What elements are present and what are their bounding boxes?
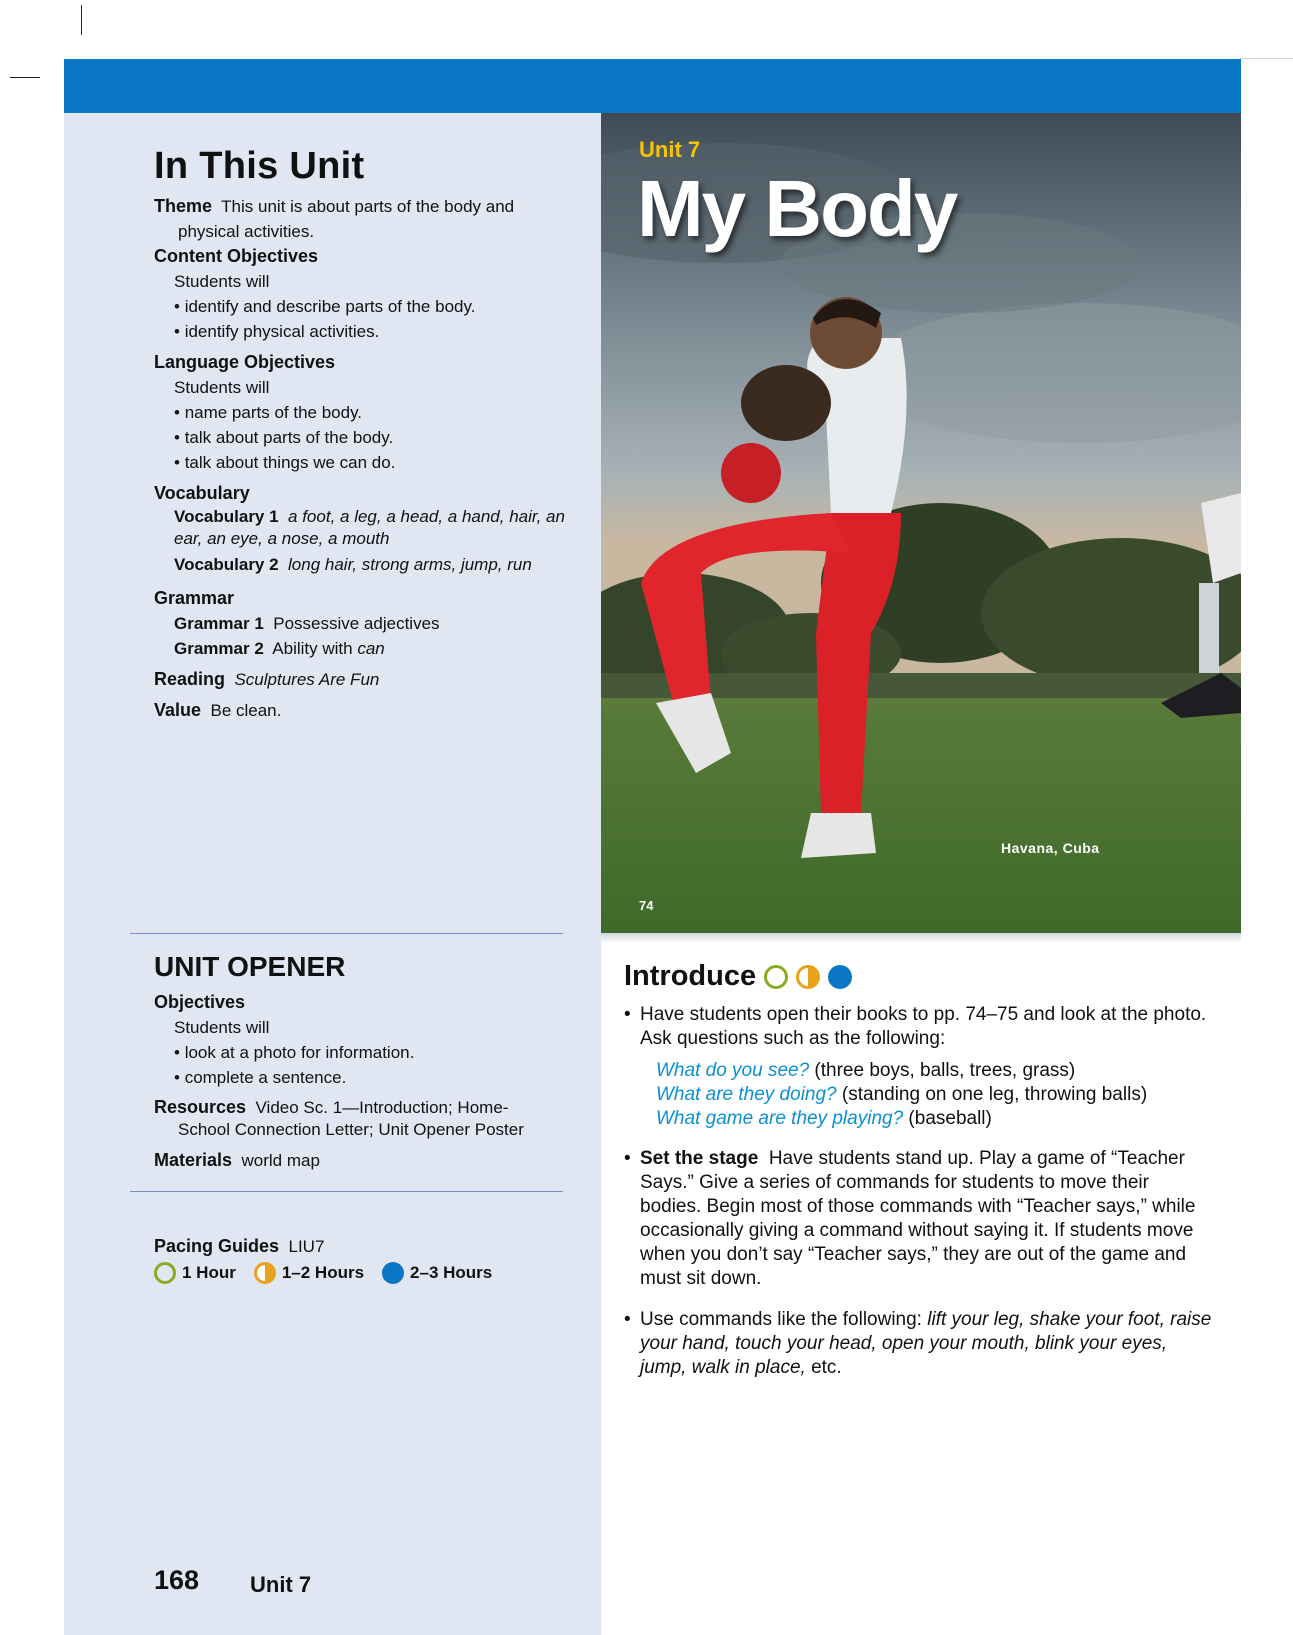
crop-mark-horizontal — [10, 77, 40, 78]
list-item: • complete a sentence. — [174, 1068, 347, 1087]
crop-mark-vertical — [81, 5, 82, 35]
value-text: Be clean. — [210, 701, 282, 720]
grammar1-label: Grammar 1 — [174, 614, 264, 633]
resources-text: Video Sc. 1—Introduction; Home-School Connection Letter; Unit Opener Poster — [178, 1098, 524, 1139]
pace-label: 1–2 Hours — [281, 1263, 365, 1282]
language-objectives-label: Language Objectives — [154, 352, 336, 372]
grammar-block — [154, 586, 574, 661]
language-objectives-intro: Students will — [174, 378, 270, 397]
vocab2-text: long hair, strong arms, jump, run — [288, 555, 532, 574]
header-band — [64, 59, 1241, 113]
list-item: • identify physical activities. — [174, 322, 380, 341]
vocab1-text: a foot, a leg, a head, a hand, hair, an ear, an eye, a nose, a mouth — [174, 507, 565, 548]
grammar-label: Grammar — [154, 588, 235, 608]
introduce-bullet-1: • Have students open their books to pp. 74–75 and look at the photo. Ask questions such as the following: What do you see? (three boys, balls, trees, grass) What are they doing? (standing on one leg, throwing balls) What game are they playing? (baseball) — [624, 1003, 1214, 1131]
question-list — [624, 1059, 1214, 1131]
set-stage-text: Have students stand up. Play a game of “Teacher Says.” Give a series of commands for students to move their bodies. Begin most of those commands with “Teacher says,” while occasionally giving a command without saying it. If students move when you don’t say “Teacher says,” they are out of the game and must sit down. — [640, 1148, 1196, 1289]
photo-page-number: 74 — [639, 898, 654, 913]
photo-caption: Havana, Cuba — [1001, 840, 1100, 856]
grammar2-italic: can — [357, 639, 385, 658]
crop-mark-right — [1240, 58, 1293, 59]
set-stage-label: Set the stage — [640, 1148, 759, 1169]
vocab1-label: Vocabulary 1 — [174, 507, 279, 526]
introduce-title: Introduce — [624, 960, 757, 992]
grammar1-text: Possessive adjectives — [273, 614, 440, 633]
divider — [130, 1191, 563, 1192]
pace-2-3-hours-icon — [382, 1262, 404, 1284]
pace-1-hour-icon — [764, 965, 788, 989]
list-item: What do you see? (three boys, balls, trees, grass) — [656, 1060, 1076, 1081]
theme-label: Theme — [154, 196, 213, 216]
value-label: Value — [154, 700, 202, 720]
list-item: • identify and describe parts of the body. — [174, 297, 476, 316]
reading-block — [154, 667, 574, 692]
vocabulary-block — [154, 481, 574, 577]
unit-title: My Body — [637, 164, 957, 253]
vocabulary-label: Vocabulary — [154, 483, 250, 503]
language-objectives — [154, 350, 574, 475]
reading-label: Reading — [154, 669, 226, 689]
list-item: • name parts of the body. — [174, 403, 363, 422]
pace-label: 2–3 Hours — [410, 1263, 493, 1282]
list-item: What are they doing? (standing on one leg, throwing balls) — [656, 1084, 1148, 1105]
opener-objectives — [154, 990, 574, 1090]
materials-label: Materials — [154, 1150, 233, 1170]
pacing-header — [154, 1234, 574, 1259]
opener-intro: Students will — [174, 1018, 270, 1037]
unit-photo — [601, 113, 1241, 933]
value-block — [154, 698, 574, 723]
pacing-legend — [154, 1262, 510, 1284]
introduce-bullet-2 — [624, 1147, 1214, 1291]
pacing-label: Pacing Guides — [154, 1236, 280, 1256]
reading-text: Sculptures Are Fun — [234, 670, 380, 689]
unit-label: Unit 7 — [639, 137, 701, 162]
page-number: 168 — [154, 1565, 200, 1595]
pace-1-2-hours-icon — [254, 1262, 276, 1284]
opener-title: UNIT OPENER — [154, 951, 346, 982]
sidebar-title: In This Unit — [154, 145, 365, 187]
resources-label: Resources — [154, 1097, 247, 1117]
list-item: • look at a photo for information. — [174, 1043, 415, 1062]
content-objectives-label: Content Objectives — [154, 246, 319, 266]
content-objectives — [154, 244, 574, 344]
resources-block — [154, 1096, 554, 1141]
pace-1-hour-icon — [154, 1262, 176, 1284]
introduce-heading — [624, 960, 852, 993]
footer-unit: Unit 7 — [250, 1572, 312, 1597]
list-item: What game are they playing? (baseball) — [656, 1108, 992, 1129]
theme-text: This unit is about parts of the body and physical activities. — [178, 197, 515, 241]
introduce-bullet-3: • Use commands like the following: lift your leg, shake your foot, raise your hand, touch your head, open your mouth, blink your eyes, jump, walk in place, etc. — [624, 1308, 1214, 1380]
content-objectives-intro: Students will — [174, 272, 270, 291]
photo-shadow — [601, 933, 1241, 943]
pacing-code: LIU7 — [288, 1237, 325, 1256]
pace-1-2-hours-icon — [796, 965, 820, 989]
grammar2-text: Ability with — [272, 639, 353, 658]
grammar2-label: Grammar 2 — [174, 639, 264, 658]
pace-2-3-hours-icon — [828, 965, 852, 989]
materials-block — [154, 1148, 574, 1173]
opener-objectives-label: Objectives — [154, 992, 246, 1012]
divider — [130, 933, 563, 934]
pace-label: 1 Hour — [182, 1263, 236, 1282]
list-item: • talk about parts of the body. — [174, 428, 394, 447]
materials-text: world map — [241, 1151, 320, 1170]
theme-block — [154, 194, 574, 244]
list-item: • talk about things we can do. — [174, 453, 396, 472]
vocab2-label: Vocabulary 2 — [174, 555, 279, 574]
